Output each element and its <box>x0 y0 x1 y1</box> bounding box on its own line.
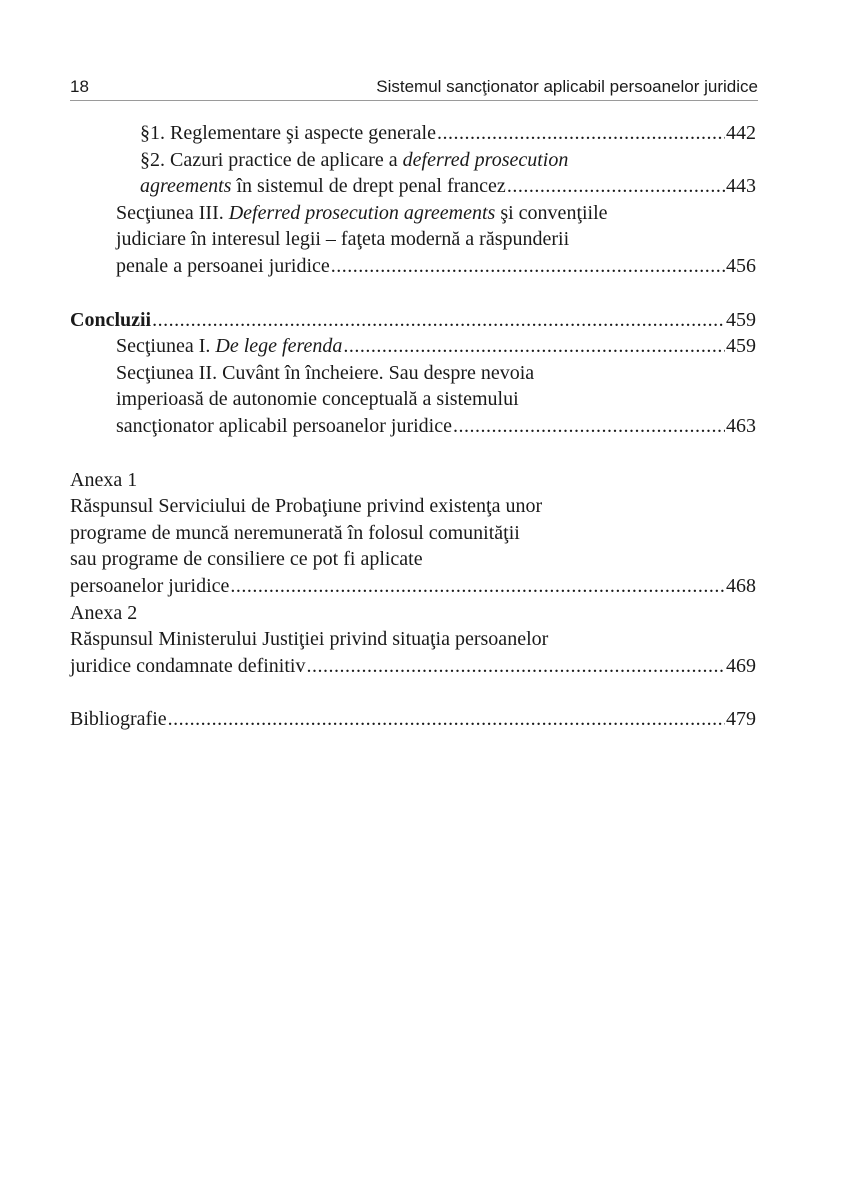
toc-leader-dots <box>507 173 725 200</box>
toc-entry-line: programe de muncă neremunerată în folosul comunităţii <box>70 521 520 544</box>
toc-entry-bibliografie[interactable] <box>70 706 756 733</box>
toc-entry-text: §1. Reglementare şi aspecte generale <box>140 122 436 144</box>
toc-entry-text: şi convenţiile <box>495 201 608 224</box>
toc-page-number: 469 <box>726 654 756 677</box>
toc-entry-label: Anexa 1 <box>70 468 138 491</box>
spacer <box>70 679 756 706</box>
toc-entry-text: Bibliografie <box>70 708 167 731</box>
toc-entry-line: Secţiunea II. Cuvânt în încheiere. Sau despre nevoia <box>116 361 535 384</box>
toc-entry-line: sau programe de consiliere ce pot fi aplicate <box>70 548 423 571</box>
toc-entry-paragraph-2[interactable] <box>140 147 756 200</box>
toc-leader-dots <box>152 307 725 334</box>
toc-leader-dots <box>168 706 725 733</box>
toc-entry-section-2[interactable] <box>116 360 756 440</box>
toc-page-number: 442 <box>726 122 756 144</box>
toc-leader-dots <box>306 653 725 680</box>
toc-page-number: 459 <box>726 308 756 331</box>
page-number: 18 <box>70 77 89 96</box>
toc-entry-anexa-1[interactable] <box>70 467 756 600</box>
toc-leader-dots <box>331 253 725 280</box>
toc-entry-italic-text: De lege ferenda <box>215 335 343 358</box>
toc-entry-line <box>140 173 506 200</box>
toc-leader-dots <box>437 120 725 147</box>
toc-entry-text: persoanelor juridice <box>70 574 230 597</box>
running-title: Sistemul sancţionator aplicabil persoanelor juridice <box>376 77 758 96</box>
toc-entry-line: Răspunsul Serviciului de Probaţiune privind existenţa unor <box>70 495 543 518</box>
toc-page-number: 459 <box>726 335 756 358</box>
toc-entry-text: Secţiunea III. <box>116 201 229 224</box>
toc-entry-line <box>116 200 756 227</box>
toc-entry-line: Răspunsul Ministerului Justiţiei privind situaţia persoanelor <box>70 628 549 651</box>
toc-entry-section-3[interactable] <box>116 200 756 280</box>
toc-entry-line: imperioasă de autonomie conceptuală a sistemului <box>116 388 519 411</box>
toc-entry-line <box>140 147 756 174</box>
toc-page-number: 456 <box>726 254 756 277</box>
toc-entry-line: judiciare în interesul legii – faţeta modernă a răspunderii <box>116 228 570 251</box>
toc-entry-label: Anexa 2 <box>70 601 138 624</box>
toc-leader-dots <box>343 333 725 360</box>
toc-entry-text: penale a persoanei juridice <box>116 254 330 277</box>
toc-leader-dots <box>230 573 725 600</box>
table-of-contents <box>70 120 756 733</box>
toc-entry-anexa-2[interactable] <box>70 600 756 680</box>
toc-entry-line <box>116 333 342 360</box>
toc-entry-concluzii[interactable] <box>70 307 756 334</box>
toc-entry-italic-text: agreements <box>140 175 232 198</box>
toc-page-number: 468 <box>726 574 756 597</box>
toc-entry-text: juridice condamnate definitiv <box>70 654 306 677</box>
toc-page-number: 479 <box>726 708 756 731</box>
toc-entry-text: sancţionator aplicabil persoanelor juridice <box>116 414 452 437</box>
toc-leader-dots <box>453 413 725 440</box>
toc-entry-italic-text: deferred prosecution <box>402 148 569 171</box>
toc-entry-text: Concluzii <box>70 308 152 331</box>
toc-entry-text: în sistemul de drept penal francez <box>231 175 506 198</box>
spacer <box>70 280 756 307</box>
toc-entry-paragraph-1[interactable] <box>140 120 756 147</box>
toc-entry-text: Secţiunea I. <box>116 335 216 358</box>
spacer <box>70 440 756 467</box>
running-header <box>70 76 758 101</box>
toc-page-number: 463 <box>726 414 756 437</box>
toc-page-number: 443 <box>726 175 756 198</box>
toc-entry-section-1[interactable] <box>116 333 756 360</box>
toc-entry-italic-text: Deferred prosecution agreements <box>228 201 496 224</box>
toc-entry-text: §2. Cazuri practice de aplicare a <box>140 148 403 171</box>
